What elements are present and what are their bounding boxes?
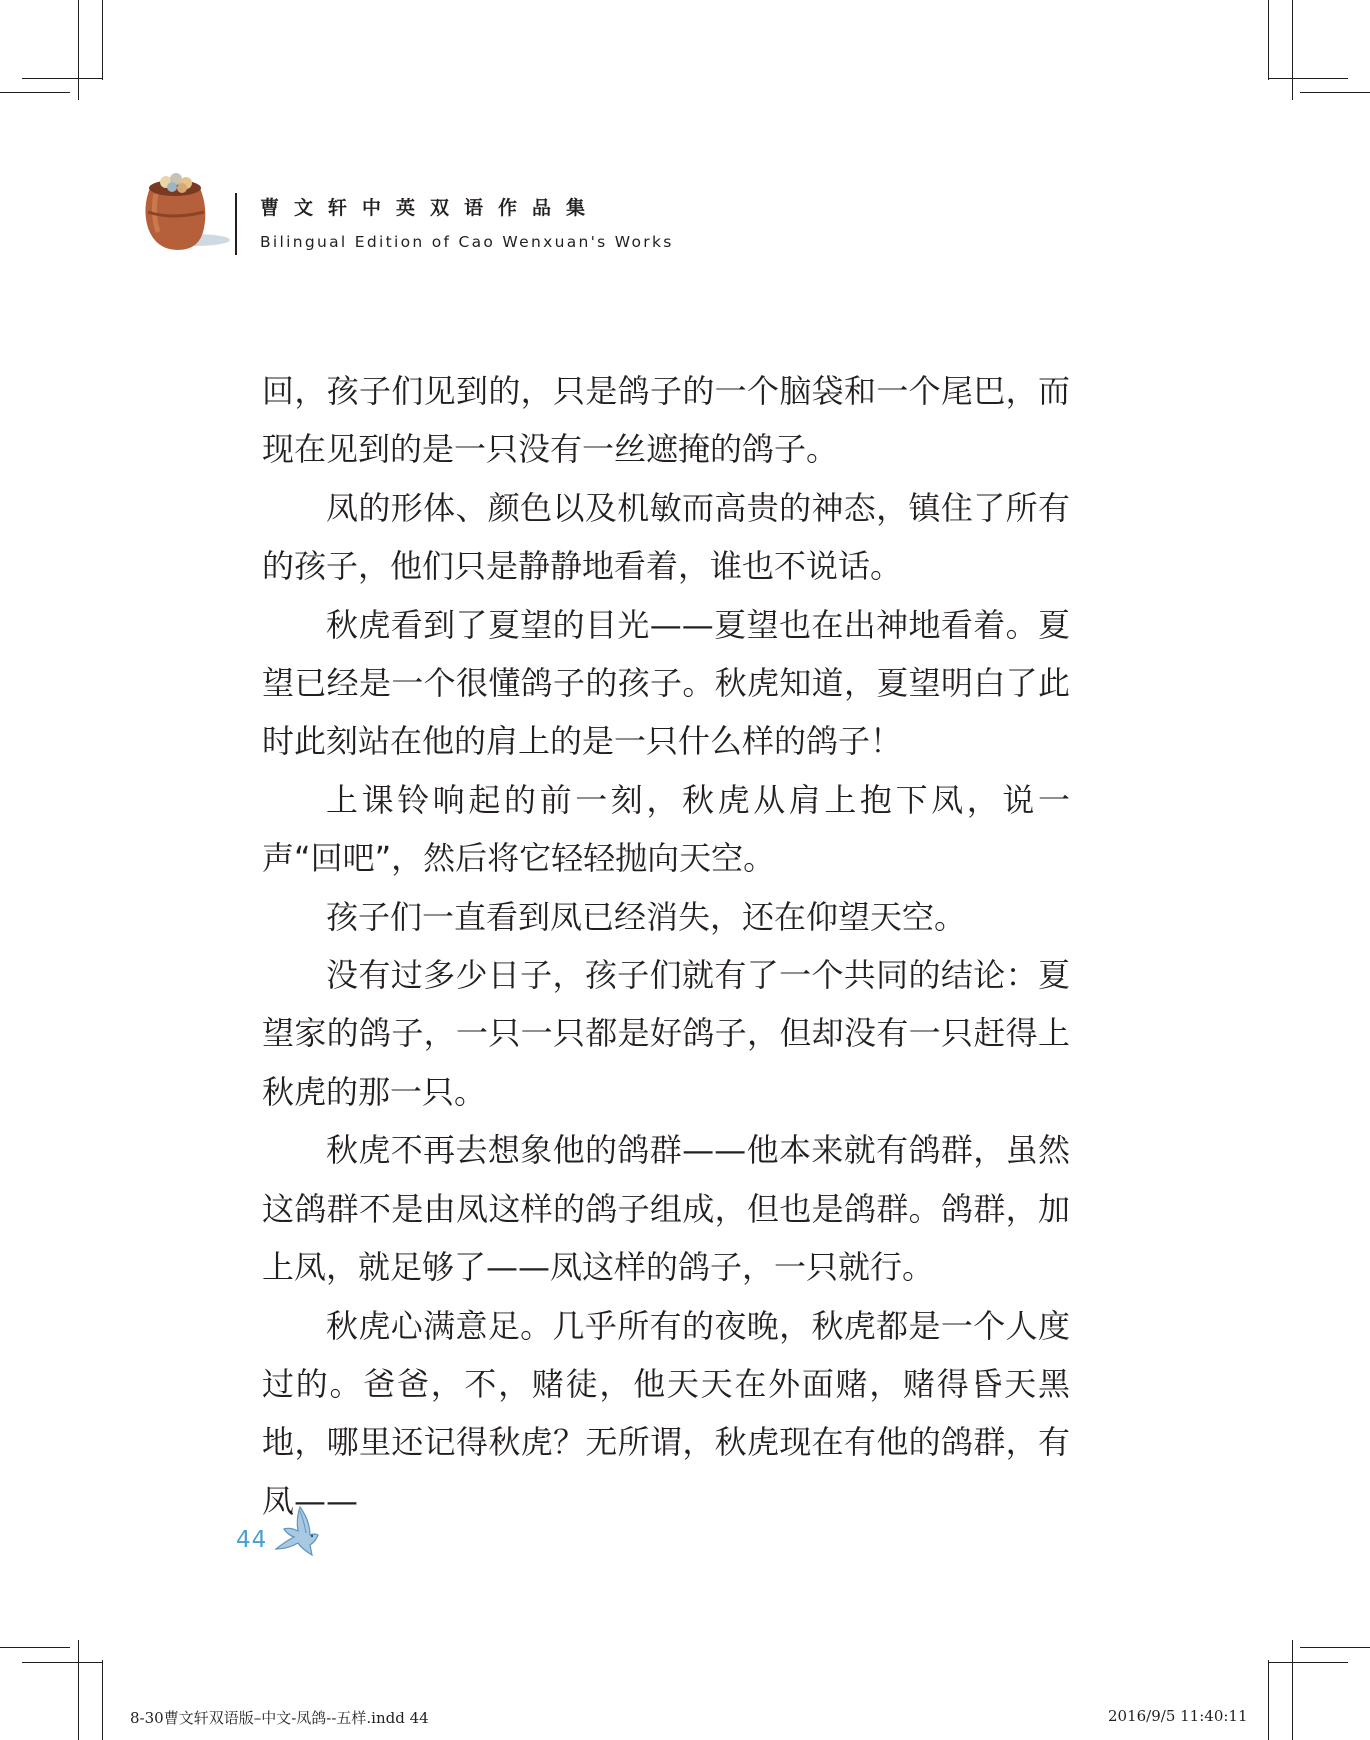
crop-mark bbox=[1300, 92, 1370, 93]
crop-mark bbox=[0, 92, 70, 93]
slug-file-info: 8-30曹文轩双语版–中文-凤鸽--五样.indd 44 bbox=[130, 1709, 429, 1727]
dove-icon bbox=[266, 1505, 324, 1561]
crop-mark bbox=[22, 78, 102, 79]
crop-mark bbox=[0, 1647, 70, 1648]
paragraph: 上课铃响起的前一刻，秋虎从肩上抱下凤，说一声“回吧”，然后将它轻轻抛向天空。 bbox=[262, 780, 1070, 878]
paragraph: 秋虎心满意足。几乎所有的夜晚，秋虎都是一个人度过的。爸爸，不，赌徒，他天天在外面赌，赌得昏天黑地，哪里还记得秋虎？无所谓，秋虎现在有他的鸽群，有凤—— bbox=[262, 1306, 1070, 1520]
crop-mark bbox=[1300, 1647, 1370, 1648]
header-divider bbox=[235, 193, 237, 255]
crop-mark bbox=[78, 1640, 79, 1740]
crop-mark bbox=[1268, 1660, 1269, 1740]
crop-mark bbox=[1292, 1640, 1293, 1740]
series-title-english: Bilingual Edition of Cao Wenxuan's Works bbox=[260, 233, 674, 251]
page-number: 44 bbox=[236, 1527, 268, 1553]
series-title-chinese: 曹文轩中英双语作品集 bbox=[260, 197, 601, 219]
crop-mark bbox=[78, 0, 79, 100]
paragraph: 秋虎不再去想象他的鸽群——他本来就有鸽群，虽然这鸽群不是由凤这样的鸽子组成，但也是鸽群。鸽群，加上凤，就足够了——凤这样的鸽子，一只就行。 bbox=[262, 1131, 1070, 1287]
paragraph: 没有过多少日子，孩子们就有了一个共同的结论：夏望家的鸽子，一只一只都是好鸽子，但却没有一只赶得上秋虎的那一只。 bbox=[262, 956, 1070, 1111]
slug-timestamp: 2016/9/5 11:40:11 bbox=[1108, 1707, 1248, 1725]
crop-mark bbox=[1268, 78, 1348, 79]
crop-mark bbox=[102, 1660, 103, 1740]
paragraph: 凤的形体、颜色以及机敏而高贵的神态，镇住了所有的孩子，他们只是静静地看着，谁也不说话。 bbox=[262, 488, 1070, 586]
paragraph: 回，孩子们见到的，只是鸽子的一个脑袋和一个尾巴，而现在见到的是一只没有一丝遮掩的鸽子。 bbox=[262, 372, 1070, 469]
crop-mark bbox=[1268, 0, 1269, 80]
paragraph: 秋虎看到了夏望的目光——夏望也在出神地看着。夏望已经是一个很懂鸽子的孩子。秋虎知道，夏望明白了此时此刻站在他的肩上的是一只什么样的鸽子！ bbox=[262, 605, 1070, 761]
crop-mark bbox=[22, 1662, 102, 1663]
body-text bbox=[262, 362, 1070, 1530]
crop-mark bbox=[1268, 1662, 1348, 1663]
paragraph: 孩子们一直看到凤已经消失，还在仰望天空。 bbox=[326, 897, 967, 936]
crop-mark bbox=[102, 0, 103, 80]
crop-mark bbox=[1292, 0, 1293, 100]
clay-jar-icon bbox=[132, 168, 232, 254]
